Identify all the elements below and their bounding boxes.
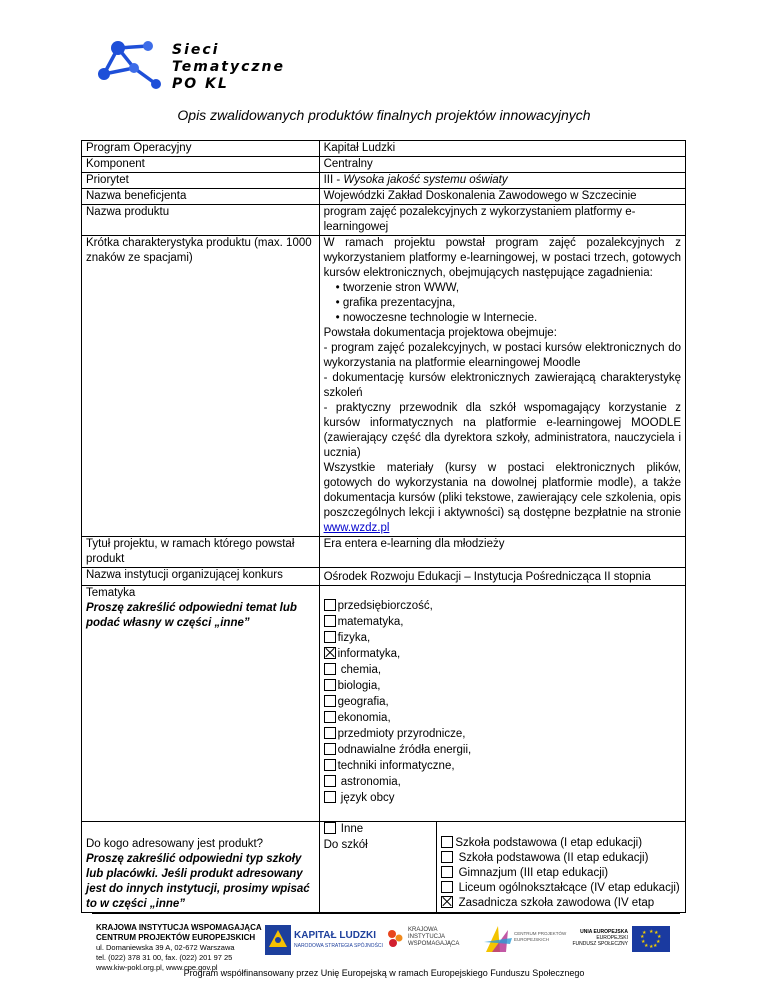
list-item: • grafika prezentacyjna, (335, 297, 456, 309)
cpe-logo: CENTRUM PROJEKTÓW EUROPEJSKICH (514, 931, 567, 942)
checkbox[interactable] (324, 679, 336, 691)
topic-option[interactable]: biologia, (324, 679, 681, 695)
svg-text:★: ★ (642, 930, 647, 936)
svg-text:★: ★ (640, 934, 645, 940)
tematyka-hint: Proszę zakreślić odpowiedni temat lub podać własny w części „inne” (86, 602, 297, 629)
doc-item: - dokumentację kursów elektronicznych zawierającą charakterystykę szkoleń (323, 372, 681, 399)
row-tytul (82, 537, 686, 568)
char-closing: Wszystkie materiały (kursy w postaci elektronicznych plików, gotowych do wykorzystania na dowolnej platformie modle), a także dokumentacja kursów (pliki tekstowe, zawierający cele szkolenia, opis poszczególnych lekcji i aktywności) są dostępne bezpłatnie na stronie www.wzdz.pl (323, 462, 681, 534)
kapital-ludzki-logo-icon (265, 925, 291, 955)
topic-list (319, 586, 685, 822)
document-title: Opis zwalidowanych produktów finalnych projektów innowacyjnych (177, 107, 591, 123)
checkbox[interactable] (324, 663, 336, 675)
row-charakterystyka (82, 236, 686, 537)
label-program: Program Operacyjny (82, 141, 320, 157)
footer-org: KRAJOWA INSTYTUCJA WSPOMAGAJĄCA CENTRUM PROJEKTÓW EUROPEJSKICH ul. Domaniewska 39 A, 02-672 Warszawa tel. (022) 378 31 00, fax. (022) 201 97 25 www.kiw-pokl.org.pl, www.cpe.gov.pl (96, 923, 262, 972)
row-adresat (82, 822, 686, 913)
checkbox-other[interactable] (324, 822, 336, 834)
topic-option[interactable]: informatyka, (324, 647, 681, 663)
char-intro: W ramach projektu powstał program zajęć pozalekcyjnych z wykorzystaniem platformy e-learningowej, w postaci trzech, gotowych kursów elektronicznych, obejmujących następujące zagadnienia: (323, 237, 681, 279)
label-charakterystyka: Krótka charakterystyka produktu (max. 1000 znaków ze spacjami) (82, 236, 320, 537)
value-charakterystyka (319, 236, 685, 537)
svg-text:★: ★ (641, 939, 646, 945)
checkbox[interactable] (324, 647, 336, 659)
list-item: • tworzenie stron WWW, (335, 282, 460, 294)
school-list (437, 822, 686, 913)
value-produkt: program zajęć pozalekcyjnych z wykorzystaniem platformy e-learningowej (319, 205, 685, 236)
value-beneficjent: Wojewódzki Zakład Doskonalenia Zawodowego w Szczecinie (319, 189, 685, 205)
char-bullets (324, 281, 681, 326)
topic-option[interactable]: przedsiębiorczość, (324, 599, 681, 615)
checkbox[interactable] (441, 866, 453, 878)
cofinance-note: Program współfinansowany przez Unię Europejską w ramach Europejskiego Funduszu Społecznego (183, 968, 585, 978)
label-tytul: Tytuł projektu, w ramach którego powstał produkt (82, 537, 320, 568)
topic-option[interactable]: odnawialne źródła energii, (324, 743, 681, 759)
checkbox[interactable] (324, 759, 336, 771)
checkbox[interactable] (324, 615, 336, 627)
label-beneficjent: Nazwa beneficjenta (82, 189, 320, 205)
topic-other[interactable]: Inne (324, 822, 433, 838)
checkbox[interactable] (324, 791, 336, 803)
checkbox[interactable] (441, 836, 453, 848)
doc-item: - praktyczny przewodnik dla szkół wspomagający korzystanie z kursów informatycznych na platformie e-learningowej MOODLE (zawierający część dla dyrektora szkoły, administratora, nauczyciela i ucznia) (323, 402, 681, 459)
row-instytucja (82, 568, 686, 586)
topic-option[interactable]: przedmioty przyrodnicze, (324, 727, 681, 743)
checkbox[interactable] (441, 851, 453, 863)
row-priorytet (82, 173, 686, 189)
ue-logo: UNIA EUROPEJSKA EUROPEJSKI FUNDUSZ SPOŁECZNY (572, 929, 628, 947)
svg-text:★: ★ (653, 943, 658, 949)
svg-text:★: ★ (654, 930, 659, 936)
svg-text:★: ★ (656, 939, 661, 945)
adresat-mid: Inne Do szkół (319, 822, 437, 913)
value-komponent: Centralny (319, 157, 685, 173)
school-option[interactable]: Szkoła podstawowa (I etap edukacji) (441, 836, 681, 851)
checkbox[interactable] (324, 743, 336, 755)
checkbox[interactable] (324, 711, 336, 723)
school-option[interactable]: Liceum ogólnokształcące (IV etap edukacji) (441, 881, 681, 896)
eu-flag-icon (632, 926, 670, 952)
footer-divider (92, 913, 680, 914)
doc-item: - program zajęć pozalekcyjnych, w postaci kursów elektronicznych do wykorzystania na platformie elearningowej Moodle (323, 342, 681, 369)
value-program: Kapitał Ludzki (319, 141, 685, 157)
value-tytul: Era entera e-learning dla młodzieży (319, 537, 685, 568)
svg-text:★: ★ (649, 944, 654, 950)
label-adresat: Do kogo adresowany jest produkt? Proszę zakreślić odpowiedni typ szkoły lub placówki. Jeśli produkt adresowany jest do innych instytucji, prosimy wpisać to w części „inne” (82, 822, 320, 913)
topic-option[interactable]: język obcy (324, 791, 681, 807)
topic-option[interactable]: fizyka, (324, 631, 681, 647)
row-produkt (82, 205, 686, 236)
product-table (81, 140, 686, 913)
topic-option[interactable]: ekonomia, (324, 711, 681, 727)
checkbox[interactable] (324, 631, 336, 643)
logo-text: Sieci Tematyczne PO KL (172, 42, 286, 92)
kiw-logo: KRAJOWA INSTYTUCJA WSPOMAGAJĄCA (408, 927, 460, 947)
kiw-logo-icon (384, 928, 406, 950)
list-item: • nowoczesne technologie w Internecie. (335, 312, 538, 324)
value-instytucja: Ośrodek Rozwoju Edukacji – Instytucja Pośrednicząca II stopnia (319, 568, 685, 586)
row-tematyka (82, 586, 686, 822)
network-logo-icon (90, 38, 172, 90)
row-komponent (82, 157, 686, 173)
label-komponent: Komponent (82, 157, 320, 173)
cpe-logo-icon (482, 924, 514, 954)
adresat-hint: Proszę zakreślić odpowiedni typ szkoły lub placówki. Jeśli produkt adresowany jest do innych instytucji, prosimy wpisać to w części „inne” (86, 853, 310, 910)
school-option[interactable]: Szkoła podstawowa (II etap edukacji) (441, 851, 681, 866)
school-option[interactable]: Gimnazjum (III etap edukacji) (441, 866, 681, 881)
topic-option[interactable]: chemia, (324, 663, 681, 679)
row-program (82, 141, 686, 157)
school-option[interactable]: Zasadnicza szkoła zawodowa (IV etap (441, 896, 681, 911)
svg-text:★: ★ (649, 929, 654, 935)
checkbox[interactable] (324, 695, 336, 707)
label-instytucja: Nazwa instytucji organizującej konkurs (82, 568, 320, 586)
checkbox[interactable] (441, 896, 453, 908)
value-priorytet: III - Wysoka jakość systemu oświaty (319, 173, 685, 189)
checkbox[interactable] (324, 775, 336, 787)
checkbox[interactable] (324, 727, 336, 739)
doc-intro: Powstała dokumentacja projektowa obejmuje: (323, 327, 557, 339)
svg-text:★: ★ (657, 934, 662, 940)
topic-option[interactable]: astronomia, (324, 775, 681, 791)
wzdz-link[interactable]: www.wzdz.pl (323, 522, 390, 534)
checkbox[interactable] (324, 599, 336, 611)
label-tematyka: Tematyka Proszę zakreślić odpowiedni temat lub podać własny w części „inne” (82, 586, 320, 822)
label-priorytet: Priorytet (82, 173, 320, 189)
kapital-ludzki-logo: KAPITAŁ LUDZKI NARODOWA STRATEGIA SPÓJNOŚCI (294, 930, 383, 949)
svg-text:★: ★ (644, 943, 649, 949)
row-beneficjent (82, 189, 686, 205)
label-produkt: Nazwa produktu (82, 205, 320, 236)
checkbox[interactable] (441, 881, 453, 893)
topic-option[interactable]: matematyka, (324, 615, 681, 631)
topic-option[interactable]: techniki informatyczne, (324, 759, 681, 775)
topic-option[interactable]: geografia, (324, 695, 681, 711)
